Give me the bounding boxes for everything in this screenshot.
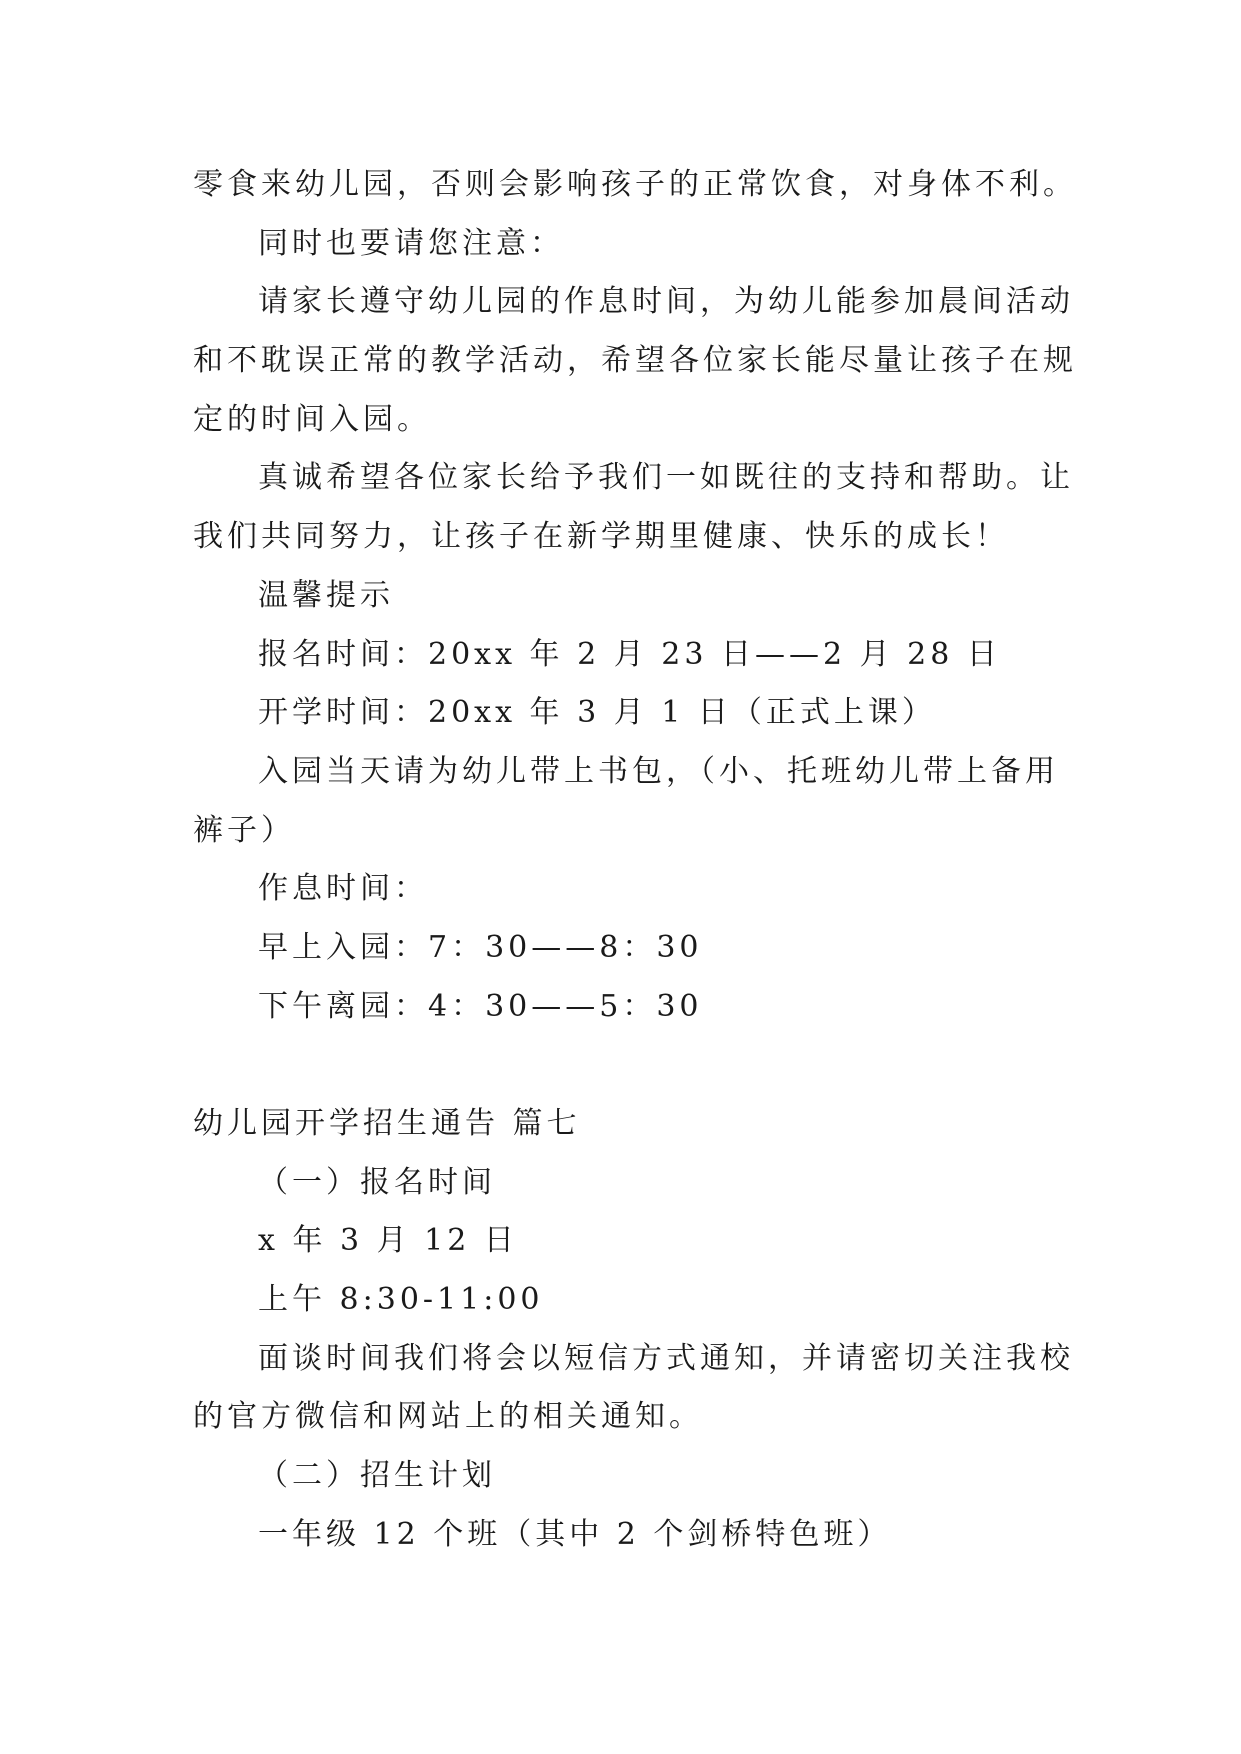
morning-arrival-line: 早上入园：7：30——8：30 bbox=[258, 929, 703, 965]
document-body bbox=[193, 156, 1153, 1565]
afternoon-departure-line: 下午离园：4：30——5：30 bbox=[258, 988, 703, 1024]
article-title: 幼儿园开学招生通告 篇七 bbox=[193, 1106, 581, 1141]
text-line: 同时也要请您注意： bbox=[258, 225, 564, 261]
text-line: 请家长遵守幼儿园的作息时间，为幼儿能参加晨间活动 bbox=[258, 284, 1074, 320]
text-line: 定的时间入园。 bbox=[193, 401, 431, 437]
text-line: 我们共同努力，让孩子在新学期里健康、快乐的成长！ bbox=[193, 519, 1009, 555]
registration-time-line: 报名时间：20xx 年 2 月 23 日——2 月 28 日 bbox=[258, 636, 1001, 672]
text-line: 一年级 12 个班（其中 2 个剑桥特色班） bbox=[258, 1516, 892, 1552]
tips-heading: 温馨提示 bbox=[258, 577, 394, 613]
text-line: 裤子） bbox=[193, 812, 295, 848]
schedule-heading: 作息时间： bbox=[258, 871, 428, 907]
blank-line bbox=[193, 1036, 1153, 1095]
text-line: 入园当天请为幼儿带上书包，（小、托班幼儿带上备用 bbox=[258, 753, 1059, 789]
section-heading: （二）招生计划 bbox=[258, 1458, 496, 1494]
school-start-line: 开学时间：20xx 年 3 月 1 日（正式上课） bbox=[258, 695, 936, 731]
text-line: 的官方微信和网站上的相关通知。 bbox=[193, 1399, 703, 1435]
text-line: x 年 3 月 12 日 bbox=[258, 1223, 518, 1259]
section-heading: （一）报名时间 bbox=[258, 1164, 496, 1200]
text-line: 和不耽误正常的教学活动，希望各位家长能尽量让孩子在规 bbox=[193, 343, 1077, 379]
text-line: 真诚希望各位家长给予我们一如既往的支持和帮助。让 bbox=[258, 460, 1074, 496]
text-line: 零食来幼儿园，否则会影响孩子的正常饮食，对身体不利。 bbox=[193, 167, 1077, 202]
text-line: 面谈时间我们将会以短信方式通知，并请密切关注我校 bbox=[258, 1340, 1074, 1376]
text-line: 上午 8:30-11:00 bbox=[258, 1282, 544, 1318]
